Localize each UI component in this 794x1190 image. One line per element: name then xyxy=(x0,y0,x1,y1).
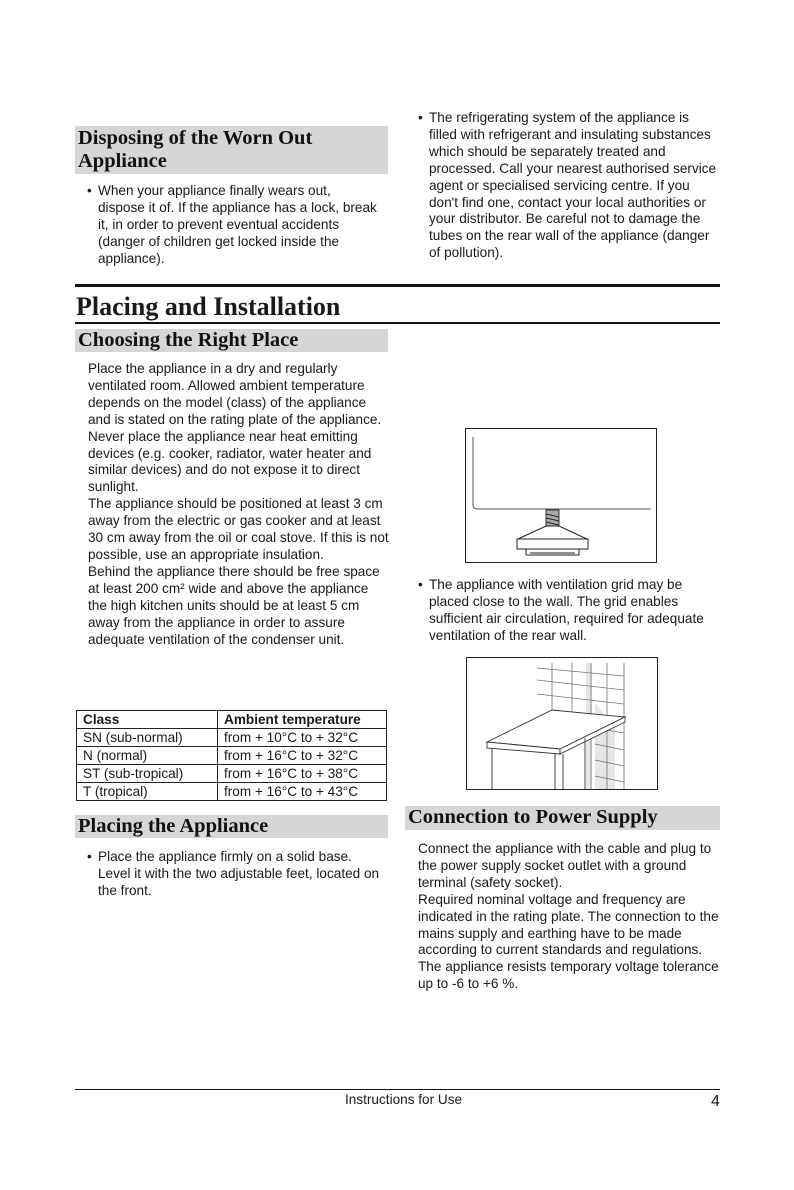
paragraph: The appliance should be positioned at least 3 cm away from the electric or gas cooker and at least 30 cm away from the oil or coal stove. If this is not possible, use an appropriate insulation. xyxy=(88,496,389,562)
class-cell: ST (sub-tropical) xyxy=(77,765,218,783)
adjustable-foot-illustration xyxy=(465,428,657,563)
class-cell: T (tropical) xyxy=(77,783,218,801)
ventilation-grid-illustration xyxy=(466,657,658,790)
disposing-bullet xyxy=(87,183,377,268)
bullet-text: The appliance with ventilation grid may be placed close to the wall. The grid enables sufficient air circulation, required for adequate ventilation of the rear wall. xyxy=(429,577,704,643)
bullet-icon: • xyxy=(87,849,92,864)
temperature-cell: from + 16°C to + 43°C xyxy=(218,783,387,801)
class-cell: N (normal) xyxy=(77,747,218,765)
paragraph: Behind the appliance there should be free space at least 200 cm² wide and above the appliance the high kitchen units should be at least 5 cm away from the appliance in order to assure adequate ventilation of the condenser unit. xyxy=(88,563,380,647)
ventilation-bullet xyxy=(418,577,718,645)
section-rule-bottom xyxy=(75,322,720,324)
paragraph: Required nominal voltage and frequency are indicated in the rating plate. The connection to the mains supply and earthing have to be made according to current standards and regulations. The appliance resists temporary voltage tolerance up to -6 to +6 %. xyxy=(418,891,719,992)
bullet-text: The refrigerating system of the appliance is filled with refrigerant and insulating substances which should be separately treated and processed. Call your nearest authorised service agent or specialised servicing centre. If you don't find one, contact your local authorities or your distributor. Be careful not to damage the tubes on the rear wall of the appliance (danger of pollution). xyxy=(429,110,717,261)
power-text xyxy=(418,841,720,993)
table-row xyxy=(77,747,387,765)
section-rule-top xyxy=(75,284,720,287)
choosing-text xyxy=(88,361,390,648)
ventilation-grid-icon xyxy=(467,658,657,789)
footer-rule xyxy=(75,1089,720,1090)
power-heading: Connection to Power Supply xyxy=(405,806,720,830)
column-header: Class xyxy=(77,711,218,729)
heading-line: Appliance xyxy=(78,150,167,172)
refrigerant-bullet xyxy=(418,110,718,262)
section-title: Placing and Installation xyxy=(76,292,341,321)
heading-line: Disposing of the Worn Out xyxy=(78,127,313,149)
footer-label: Instructions for Use xyxy=(345,1092,463,1107)
table-row xyxy=(77,783,387,801)
adjustable-foot-icon xyxy=(466,429,656,562)
temperature-cell: from + 10°C to + 32°C xyxy=(218,729,387,747)
bullet-text: When your appliance finally wears out, dispose it of. If the appliance has a lock, break it, in order to prevent eventual accidents (danger of children get locked inside the appliance). xyxy=(98,183,377,266)
table-row xyxy=(77,765,387,783)
choosing-heading: Choosing the Right Place xyxy=(75,329,388,352)
bullet-icon: • xyxy=(418,577,423,592)
paragraph: Place the appliance in a dry and regularly ventilated room. Allowed ambient temperature depends on the model (class) of the appliance and is stated on the rating plate of the appliance. xyxy=(88,361,382,427)
temperature-cell: from + 16°C to + 38°C xyxy=(218,765,387,783)
page-number: 4 xyxy=(711,1093,720,1110)
placing-heading: Placing the Appliance xyxy=(75,815,388,838)
bullet-text: Place the appliance firmly on a solid base. Level it with the two adjustable feet, located on the front. xyxy=(98,849,380,898)
table-row xyxy=(77,729,387,747)
paragraph: Never place the appliance near heat emitting devices (e.g. cooker, radiator, water heater and similar devices) and do not expose it to direct sunlight. xyxy=(88,428,372,495)
disposing-heading xyxy=(75,126,388,174)
class-cell: SN (sub-normal) xyxy=(77,729,218,747)
placing-bullet xyxy=(87,849,387,900)
bullet-icon: • xyxy=(418,110,423,125)
climate-class-table xyxy=(76,710,387,801)
paragraph: Connect the appliance with the cable and plug to the power supply socket outlet with a ground terminal (safety socket). xyxy=(418,841,712,890)
temperature-cell: from + 16°C to + 32°C xyxy=(218,747,387,765)
bullet-icon: • xyxy=(87,183,92,198)
table-header-row xyxy=(77,711,387,729)
column-header: Ambient temperature xyxy=(218,711,387,729)
